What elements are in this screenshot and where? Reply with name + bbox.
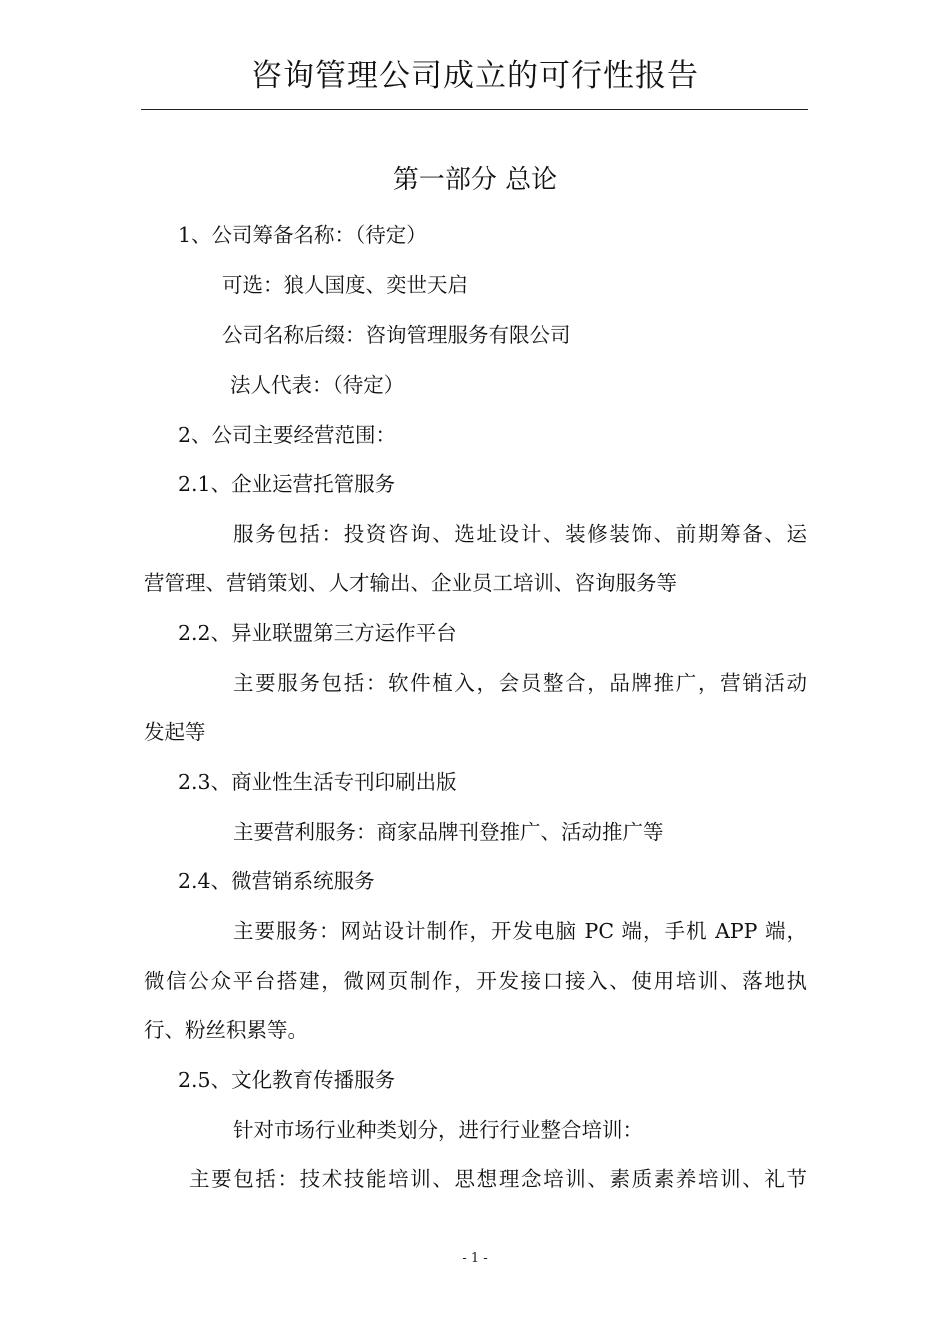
subsection-2-1-heading: 2.1、企业运营托管服务: [178, 472, 396, 496]
subsection-2-3-body-line-1: 主要营利服务：商家品牌刊登推广、活动推广等: [233, 820, 664, 844]
page-number: - 1 -: [462, 1251, 488, 1266]
subsection-2-5-heading: 2.5、文化教育传播服务: [178, 1068, 396, 1092]
subsection-2-2-heading: 2.2、异业联盟第三方运作平台: [178, 621, 457, 645]
subsection-2-1-body-line-1: 服务包括：投资咨询、选址设计、装修装饰、前期筹备、运: [233, 522, 807, 546]
document-title: 咨询管理公司成立的可行性报告: [251, 58, 699, 94]
legal-rep-line: 法人代表：（待定）: [230, 373, 405, 397]
subsection-2-5-body-line-2: 主要包括：技术技能培训、思想理念培训、素质素养培训、礼节: [189, 1167, 807, 1191]
optional-names-line: 可选：狼人国度、奕世天启: [222, 273, 468, 297]
part-heading: 第一部分 总论: [392, 165, 558, 195]
subsection-2-2-body-line-1: 主要服务包括：软件植入，会员整合，品牌推广，营销活动: [233, 671, 807, 695]
section-1-heading: 1、公司筹备名称：（待定）: [178, 223, 427, 247]
subsection-2-4-body-line-3: 行、粉丝积累等。: [144, 1018, 308, 1042]
subsection-2-4-heading: 2.4、微营销系统服务: [178, 869, 375, 893]
subsection-2-1-body-line-2: 营管理、营销策划、人才输出、企业员工培训、咨询服务等: [144, 571, 677, 595]
name-suffix-line: 公司名称后缀：咨询管理服务有限公司: [222, 323, 571, 347]
subsection-2-2-body-line-2: 发起等: [144, 720, 206, 744]
subsection-2-4-body-line-1: 主要服务：网站设计制作，开发电脑 PC 端，手机 APP 端，: [233, 919, 807, 943]
subsection-2-3-heading: 2.3、商业性生活专刊印刷出版: [178, 770, 457, 794]
subsection-2-4-body-line-2: 微信公众平台搭建，微网页制作，开发接口接入、使用培训、落地执: [144, 969, 807, 993]
section-2-heading: 2、公司主要经营范围：: [178, 423, 397, 447]
title-underline: [141, 109, 808, 110]
subsection-2-5-body-line-1: 针对市场行业种类划分，进行行业整合培训：: [233, 1118, 643, 1142]
